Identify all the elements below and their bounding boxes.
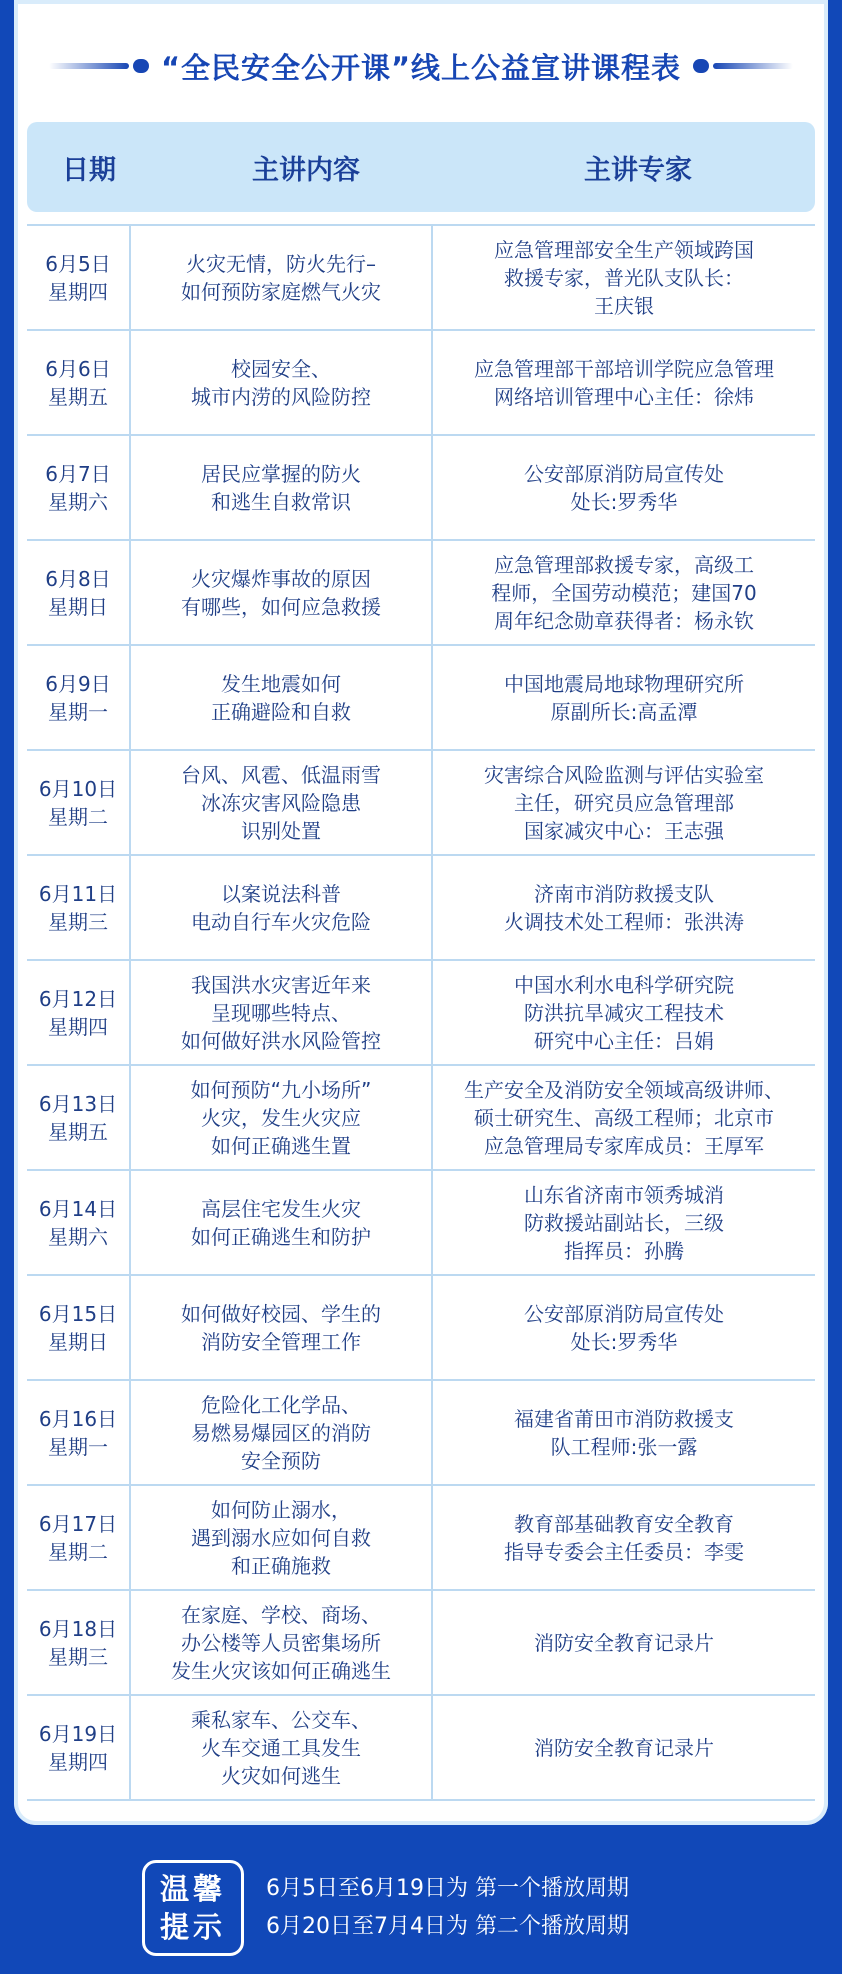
- date-text: 6月19日: [38, 1721, 118, 1746]
- expert-cell: 生产安全及消防安全领域高级讲师、 硕士研究生、高级工程师；北京市 应急管理局专家库成员：王厚军: [464, 1077, 784, 1158]
- table-row: [27, 961, 815, 1066]
- expert-cell: 山东省济南市领秀城消 防救援站副站长，三级 指挥员：孙腾: [524, 1182, 724, 1263]
- weekday-text: 星期五: [48, 1119, 108, 1144]
- weekday-text: 星期日: [48, 1329, 108, 1354]
- date-cell: [27, 1591, 131, 1694]
- date-cell: [27, 856, 131, 959]
- date-cell: [27, 1381, 131, 1484]
- expert-cell: 消防安全教育记录片: [534, 1630, 714, 1655]
- date-text: 6月5日: [45, 251, 111, 276]
- weekday-text: 星期三: [48, 1644, 108, 1669]
- weekday-text: 星期二: [48, 804, 108, 829]
- date-cell: [27, 541, 131, 644]
- title-decoration-right: [693, 59, 793, 73]
- date-text: 6月7日: [45, 461, 111, 486]
- date-cell: [27, 1696, 131, 1799]
- table-row: [27, 1066, 815, 1171]
- schedule-table: [27, 224, 815, 1801]
- date-cell: [27, 226, 131, 329]
- weekday-text: 星期二: [48, 1539, 108, 1564]
- date-text: 6月10日: [38, 776, 118, 801]
- table-row: [27, 541, 815, 646]
- table-row: [27, 1171, 815, 1276]
- tip-badge-line1: 温馨: [159, 1872, 226, 1906]
- expert-cell: 应急管理部救援专家，高级工 程师，全国劳动模范；建国70 周年纪念勋章获得者：杨永钦: [491, 552, 757, 633]
- topic-cell: 如何做好校园、学生的 消防安全管理工作: [131, 1276, 433, 1379]
- topic-cell: 我国洪水灾害近年来 呈现哪些特点、 如何做好洪水风险管控: [131, 961, 433, 1064]
- header-date: 日期: [62, 154, 116, 186]
- date-text: 6月11日: [38, 881, 118, 906]
- topic-cell: 火灾爆炸事故的原因 有哪些，如何应急救援: [131, 541, 433, 644]
- date-cell: [27, 1486, 131, 1589]
- topic-cell: 乘私家车、公交车、 火车交通工具发生 火灾如何逃生: [131, 1696, 433, 1799]
- date-cell: [27, 1276, 131, 1379]
- header-expert: 主讲专家: [584, 154, 692, 186]
- topic-cell: 校园安全、 城市内涝的风险防控: [131, 331, 433, 434]
- topic-cell: 危险化工化学品、 易燃易爆园区的消防 安全预防: [131, 1381, 433, 1484]
- weekday-text: 星期六: [48, 489, 108, 514]
- tip-badge-line2: 提示: [159, 1910, 226, 1944]
- date-text: 6月9日: [45, 671, 111, 696]
- date-text: 6月14日: [38, 1196, 118, 1221]
- date-cell: [27, 1171, 131, 1274]
- expert-cell: 中国地震局地球物理研究所 原副所长:高孟潭: [504, 671, 744, 724]
- weekday-text: 星期一: [48, 699, 108, 724]
- date-text: 6月13日: [38, 1091, 118, 1116]
- title-row: [0, 38, 842, 94]
- expert-cell: 灾害综合风险监测与评估实验室 主任，研究员应急管理部 国家减灾中心：王志强: [484, 762, 764, 843]
- table-row: [27, 1381, 815, 1486]
- date-text: 6月18日: [38, 1616, 118, 1641]
- expert-cell: 教育部基础教育安全教育 指导专委会主任委员：李雯: [504, 1511, 744, 1564]
- tip-text: [266, 1870, 629, 1946]
- table-header: [27, 122, 815, 212]
- table-row: [27, 751, 815, 856]
- table-row: [27, 1276, 815, 1381]
- title-decoration-left: [49, 59, 149, 73]
- table-row: [27, 1591, 815, 1696]
- page-title: “全民安全公开课”线上公益宣讲课程表: [160, 50, 682, 85]
- table-row: [27, 331, 815, 436]
- tip-line-1: 6月5日至6月19日为 第一个播放周期: [266, 1876, 629, 1901]
- table-row: [27, 856, 815, 961]
- topic-cell: 高层住宅发生火灾 如何正确逃生和防护: [131, 1171, 433, 1274]
- date-cell: [27, 961, 131, 1064]
- topic-cell: 在家庭、学校、商场、 办公楼等人员密集场所 发生火灾该如何正确逃生: [131, 1591, 433, 1694]
- table-row: [27, 436, 815, 541]
- expert-cell: 应急管理部干部培训学院应急管理 网络培训管理中心主任：徐炜: [474, 356, 774, 409]
- date-text: 6月12日: [38, 986, 118, 1011]
- topic-cell: 居民应掌握的防火 和逃生自救常识: [131, 436, 433, 539]
- tip-section: [142, 1860, 629, 1956]
- weekday-text: 星期四: [48, 1749, 108, 1774]
- date-text: 6月16日: [38, 1406, 118, 1431]
- expert-cell: 公安部原消防局宣传处 处长:罗秀华: [524, 1301, 724, 1354]
- topic-cell: 如何防止溺水， 遇到溺水应如何自救 和正确施救: [131, 1486, 433, 1589]
- date-text: 6月8日: [45, 566, 111, 591]
- weekday-text: 星期四: [48, 1014, 108, 1039]
- weekday-text: 星期五: [48, 384, 108, 409]
- table-row: [27, 1486, 815, 1591]
- weekday-text: 星期四: [48, 279, 108, 304]
- expert-cell: 中国水利水电科学研究院 防洪抗旱减灾工程技术 研究中心主任：吕娟: [514, 972, 734, 1053]
- expert-cell: 应急管理部安全生产领域跨国 救援专家，普光队支队长： 王庆银: [494, 237, 754, 318]
- table-row: [27, 1696, 815, 1801]
- weekday-text: 星期日: [48, 594, 108, 619]
- topic-cell: 台风、风雹、低温雨雪 冰冻灾害风险隐患 识别处置: [131, 751, 433, 854]
- date-text: 6月17日: [38, 1511, 118, 1536]
- weekday-text: 星期三: [48, 909, 108, 934]
- date-cell: [27, 751, 131, 854]
- date-cell: [27, 436, 131, 539]
- date-cell: [27, 646, 131, 749]
- expert-cell: 福建省莆田市消防救援支 队工程师:张一露: [514, 1406, 734, 1459]
- expert-cell: 济南市消防救援支队 火调技术处工程师：张洪涛: [504, 881, 744, 934]
- topic-cell: 发生地震如何 正确避险和自救: [131, 646, 433, 749]
- date-cell: [27, 1066, 131, 1169]
- topic-cell: 以案说法科普 电动自行车火灾危险: [131, 856, 433, 959]
- date-text: 6月15日: [38, 1301, 118, 1326]
- date-cell: [27, 331, 131, 434]
- expert-cell: 公安部原消防局宣传处 处长:罗秀华: [524, 461, 724, 514]
- weekday-text: 星期六: [48, 1224, 108, 1249]
- table-row: [27, 646, 815, 751]
- tip-badge: [142, 1860, 244, 1956]
- date-text: 6月6日: [45, 356, 111, 381]
- tip-line-2: 6月20日至7月4日为 第二个播放周期: [266, 1914, 629, 1939]
- topic-cell: 如何预防“九小场所” 火灾，发生火灾应 如何正确逃生置: [131, 1066, 433, 1169]
- table-row: [27, 226, 815, 331]
- topic-cell: 火灾无情，防火先行– 如何预防家庭燃气火灾: [131, 226, 433, 329]
- expert-cell: 消防安全教育记录片: [534, 1735, 714, 1760]
- header-topic: 主讲内容: [252, 154, 360, 186]
- weekday-text: 星期一: [48, 1434, 108, 1459]
